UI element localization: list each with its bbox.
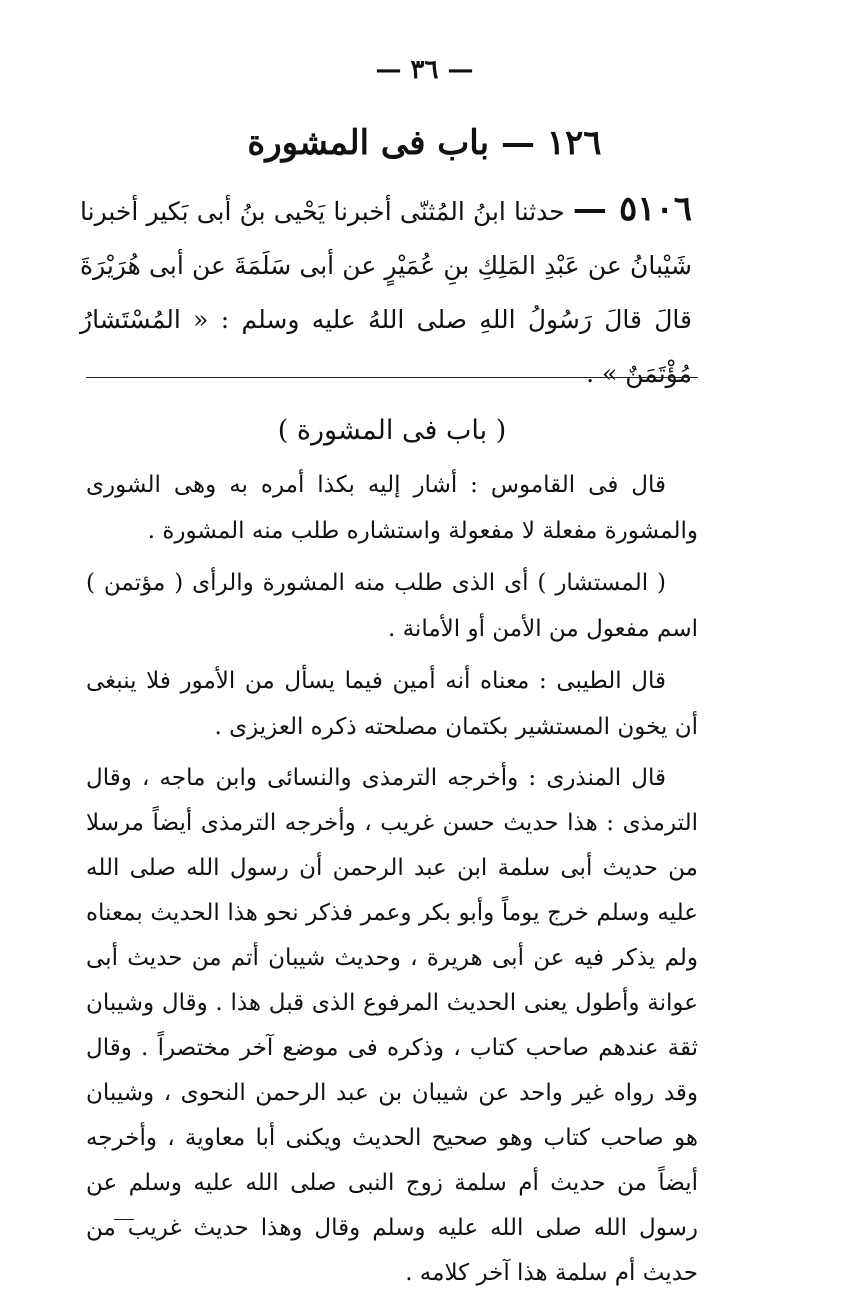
commentary-paragraph: قال الطيبى : معناه أنه أمين فيما يسأل من الأمور فلا ينبغى أن يخون المستشير بكتمان مصلحته ذكره العزيزى . (86, 668, 698, 740)
page-number: — ٣٦ — (375, 55, 474, 85)
commentary-heading: ( باب فى المشورة ) (277, 415, 507, 446)
commentary-paragraph: قال المنذرى : وأخرجه الترمذى والنسائى وابن ماجه ، وقال الترمذى : هذا حديث حسن غريب ، وأخرجه الترمذى أيضاً مرسلا من حديث أبى سلمة ابن عبد الرحمن أن رسول الله صلى الله عليه وسلم خرج يوماً وأبو بكر وعمر فذكر نحو هذا الحديث بمعناه ولم يذكر فيه عن أبى هريرة ، وحديث شيبان أتم من حديث أبى عوانة وأطول يعنى الحديث المرفوع الذى قبل هذا . وقال وشيبان ثقة عندهم صاحب كتاب ، وذكره فى موضع آخر مختصراً . وقال وقد رواه غير واحد عن شيبان بن عبد الرحمن النحوى ، وشيبان هو صاحب كتاب وهو صحيح الحديث ويكنى أبا معاوية ، وأخرجه أيضاً من حديث أم سلمة زوج النبى صلى الله عليه وسلم عن رسول الله صلى الله عليه وسلم وقال وهذا حديث غريب من حديث أم سلمة هذا آخر كلامه . (86, 765, 698, 1286)
hadith-number: ٥١٠٦ — (572, 189, 692, 229)
chapter-heading: ١٢٦ — باب فى المشورة (247, 123, 602, 163)
hadith-block (80, 182, 692, 401)
commentary-paragraph: قال فى القاموس : أشار إليه بكذا أمره به وهى الشورى والمشورة مفعلة لا مفعولة واستشاره طلب منه المشورة . (86, 472, 698, 544)
commentary-paragraph: ( المستشار ) أى الذى طلب منه المشورة والرأى ( مؤتمن ) اسم مفعول من الأمن أو الأمانة . (86, 570, 698, 642)
hadith-text: حدثنا ابنُ المُثنّى أخبرنا يَحْيى بنُ أبى بَكير أخبرنا شَيْبانُ عن عَبْدِ المَلِكِ بنِ عُمَيْرٍ عن أبى سَلَمَةَ عن أبى هُرَيْرَةَ قالَ قالَ رَسُولُ اللهِ صلى اللهُ عليه وسلم : « المُسْتَشارُ مُؤْتَمَنٌ » . (80, 197, 692, 388)
commentary-section (86, 404, 698, 1302)
end-mark (114, 1219, 134, 1220)
section-divider (86, 377, 698, 378)
